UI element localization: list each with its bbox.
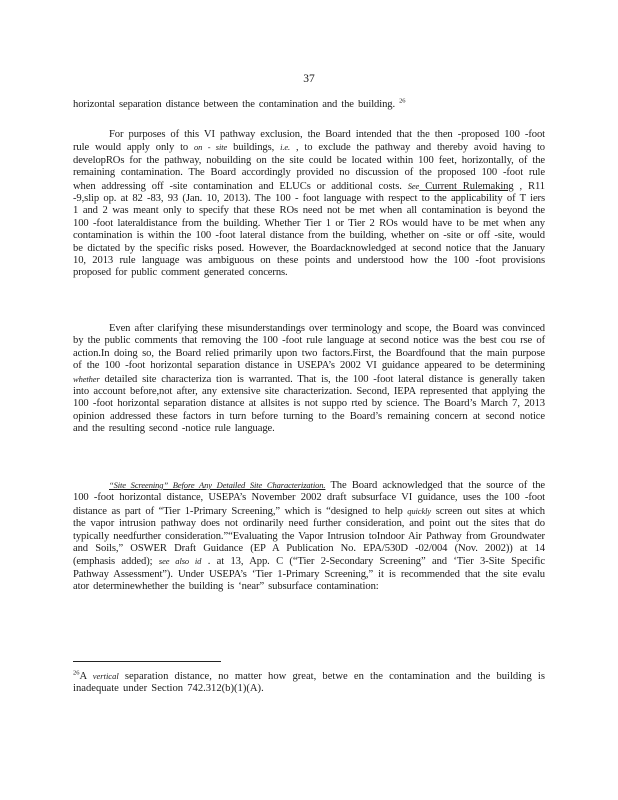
italic-text: on - site bbox=[194, 142, 228, 153]
italic-text: vertical bbox=[92, 671, 119, 681]
text-segment: . at 13, App. C (“Tier 2-Secondary Screening” and ‘Tier 3-Site Specific Pathway Assessment”). Under USEPA’s ‘Tier 1-Primary Screening,” it is recommended that the site evalu ator determinewhether the building is ‘near” subsurface contamination: bbox=[73, 556, 546, 593]
footnote-number: 26 bbox=[73, 669, 80, 677]
text-segment: screen out sites at which the vapor intrusion pathway does not ordinarily need further consideration, and point out the sites that do typically needfurther consideration.”“Evaluating the Vapor Intrusion toIndoor Air Pathway from Groundwater and Soils,” OSWER Draft Guidance (EP A Publication No. EPA/530D -02/004 (Nov. 2002)) at 14 (emphasis added); bbox=[73, 505, 545, 568]
text-segment: buildings, bbox=[227, 142, 281, 154]
text-segment: , to exclude the pathway and thereby avoid having to developROs for the pathway, nobuilding on the site could be located within 100 feet, horizontally, of the remaining contamination. The Board accordingly provided no discussion of the proposed 100 -foot rule when addressing off -site contamination and ELUCs or additional costs. bbox=[73, 142, 546, 192]
text-segment: Even after clarifying these misunderstandings over terminology and scope, the Board was convinced by the public comments that removing the 100 -foot rule language at second notice was the best cou rse of action.In doing so, the Board relied primarily upon two factors.First, the Boardfound that the main purpose of the 100 -foot horizontal separation distance in USEPA’s 2002 VI guidance appeared to be determining bbox=[73, 323, 545, 372]
citation-title: Current Rulemaking bbox=[419, 180, 514, 192]
footnote bbox=[73, 670, 545, 696]
text-segment: A bbox=[79, 671, 93, 682]
footnote-reference: 26 bbox=[399, 97, 406, 105]
section-heading: “Site Screening” Before Any Detailed Site Characterization. bbox=[109, 480, 326, 490]
italic-text: quickly bbox=[407, 505, 432, 516]
footnote-divider bbox=[73, 661, 221, 662]
text-segment: For purposes of this VI pathway exclusion, the Board intended that the then -proposed 100 -foot rule would apply only to bbox=[73, 129, 545, 154]
text-segment: detailed site characteriza tion is warranted. That is, the 100 -foot lateral distance is generally taken into account before,not after, any extensive site characterization. Second, IEPA represented that applying the 100 -foot horizontal separation distance at allsites is not suppo rted by science. The Board’s March 7, 2013 opinion addressed these factors in turn before turning to the Board’s remaining concern at second notice and the resulting second -notice rule language. bbox=[73, 373, 545, 435]
citation-signal: See bbox=[407, 180, 420, 191]
italic-text: i.e. bbox=[280, 142, 291, 153]
paragraph-purposes bbox=[73, 129, 545, 280]
text-segment: , R11 -9,slip op. at 82 -83, 93 (Jan. 10, 2013). The 100 - foot language with respect to the applicability of T iers 1 and 2 was meant only to specify that these ROs need not be met when all contamination is beyond the 100 -foot lateraldistance from the building. Whether Tier 1 or Tier 2 ROs would have to be met when any contamination is within the 100 -foot lateral distance from the building, whether on -site or off -site, would be dictated by the specific risks posed. However, the Boardacknowledged at second notice that the January 10, 2013 rule language was ambiguous on these points and understood how the 100 -foot provisions proposed for public comment generated concerns. bbox=[73, 180, 545, 279]
text-segment: The Board acknowledged that the source of the 100 -foot horizontal distance, USEPA’s November 2002 draft subsurface VI guidance, uses the 100 -foot distance as part of “Tier 1-Primary Screening,” which is “designed to help bbox=[73, 480, 545, 517]
paragraph-site-screening bbox=[73, 479, 545, 594]
page-number: 37 bbox=[303, 73, 315, 85]
paragraph-continuation bbox=[73, 99, 545, 111]
italic-text: whether bbox=[73, 373, 100, 384]
paragraph-misunderstandings bbox=[73, 323, 545, 436]
paragraph-text: horizontal separation distance between the contamination and the building. bbox=[73, 99, 396, 110]
text-segment: separation distance, no matter how great, betwe en the contamination and the building is inadequate under Section 742.312(b)(1)(A). bbox=[73, 671, 545, 695]
citation-signal: see also id bbox=[158, 556, 202, 567]
